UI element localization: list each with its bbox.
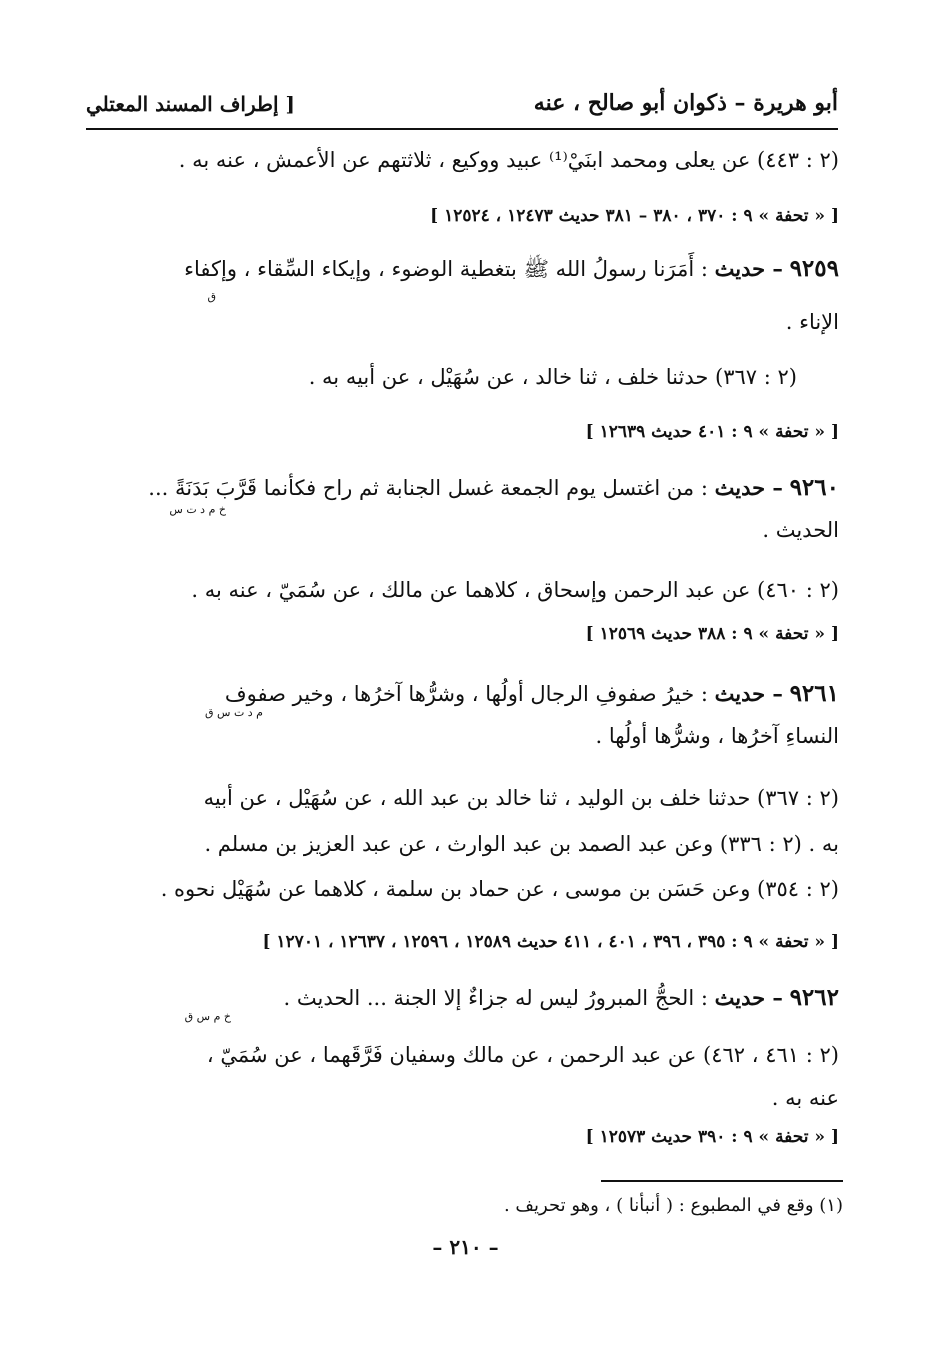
footnote-separator xyxy=(601,1180,843,1182)
footnote: (١) وقع في المطبوع : ( أنبأنا ) ، وهو تحريف . xyxy=(503,1195,843,1216)
hadith-keyword: – حديث xyxy=(714,681,783,706)
tuhfa-reference: [ « تحفة » ٩ : ٣٧٠ ، ٣٨٠ – ٣٨١ حديث ١٢٤٧٣ ، ١٢٥٢٤ ] xyxy=(430,206,839,226)
hadith-keyword: – حديث xyxy=(714,256,783,281)
hadith-text: : الحجُّ المبرورُ ليس له جزاءٌ إلا الجنة ... الحديث . xyxy=(283,986,708,1010)
chain-line: به . (٢ : ٣٣٦) وعن عبد الصمد بن عبد الوارث ، عن عبد العزيز بن مسلم . xyxy=(204,832,839,856)
chain-line: (٢ : ٤٤٣) عن يعلى ومحمد ابنَيْ⁽¹⁾ عبيد ووكيع ، ثلاثتهم عن الأعمش ، عنه به . xyxy=(178,148,839,172)
header-chapter-title: أبو هريرة – ذكوان أبو صالح ، عنه xyxy=(533,90,838,116)
chain-line: (٢ : ٣٥٤) وعن حَسَن بن موسى ، عن حماد بن سلمة ، كلاهما عن سُهَيْل نحوه . xyxy=(160,877,839,901)
page-number: – ٢١٠ – xyxy=(432,1235,499,1259)
tuhfa-reference: [ « تحفة » ٩ : ٤٠١ حديث ١٢٦٣٩ ] xyxy=(585,422,839,442)
running-header xyxy=(86,88,838,130)
hadith-text: : خيرُ صفوفِ الرجال أولُها ، وشرُّها آخرُها ، وخير صفوف xyxy=(224,682,708,706)
hadith-sigla: م د ت س ق xyxy=(204,706,263,719)
hadith-sigla: خ م د ت س xyxy=(169,503,226,516)
hadith-continuation: الحديث . xyxy=(762,518,839,542)
hadith-keyword: – حديث xyxy=(714,985,783,1010)
chain-line: (٢ : ٣٦٧) حدثنا خلف بن الوليد ، ثنا خالد بن عبد الله ، عن سُهَيْل ، عن أبيه xyxy=(203,786,839,810)
tuhfa-reference: [ « تحفة » ٩ : ٣٨٨ حديث ١٢٥٦٩ ] xyxy=(585,624,839,644)
hadith-text: : أَمَرَنا رسولُ الله ﷺ بتغطية الوضوء ، وإيكاء السِّقاء ، وإكفاء xyxy=(184,257,708,281)
hadith-continuation: النساءِ آخرُها ، وشرُّها أولُها . xyxy=(595,724,839,748)
hadith-number: ٩٢٦١ xyxy=(789,680,839,707)
hadith-text: : من اغتسل يوم الجمعة غسل الجنابة ثم راح فكأنما قَرَّبَ بَدَنَةً ... xyxy=(148,476,708,500)
tuhfa-reference: [ « تحفة » ٩ : ٣٩٠ حديث ١٢٥٧٣ ] xyxy=(585,1127,839,1147)
hadith-9260 xyxy=(148,474,839,502)
chain-line: (٢ : ٤٦٠) عن عبد الرحمن وإسحاق ، كلاهما عن مالك ، عن سُمَيّ ، عنه به . xyxy=(191,578,839,602)
hadith-sigla: خ م س ق xyxy=(184,1010,231,1023)
hadith-number: ٩٢٦٠ xyxy=(789,474,839,501)
hadith-sigla: ق xyxy=(207,290,216,303)
hadith-9262 xyxy=(284,984,839,1012)
chain-line: (٢ : ٣٦٧) حدثنا خلف ، ثنا خالد ، عن سُهَيْل ، عن أبيه به . xyxy=(308,365,797,389)
chain-line: عنه به . xyxy=(771,1086,839,1110)
hadith-number: ٩٢٦٢ xyxy=(789,984,839,1011)
header-book-title: [ إطراف المسند المعتلي xyxy=(86,92,295,116)
hadith-continuation: الإناء . xyxy=(785,310,839,334)
chain-line: (٢ : ٤٦١ ، ٤٦٢) عن عبد الرحمن ، عن مالك وسفيان فَرَّقَهما ، عن سُمَيّ ، xyxy=(206,1043,839,1067)
hadith-9259 xyxy=(184,255,839,283)
hadith-number: ٩٢٥٩ xyxy=(789,255,839,282)
hadith-9261 xyxy=(225,680,839,708)
tuhfa-reference: [ « تحفة » ٩ : ٣٩٥ ، ٣٩٦ ، ٤٠١ ، ٤١١ حديث ١٢٥٨٩ ، ١٢٥٩٦ ، ١٢٦٣٧ ، ١٢٧٠١ ] xyxy=(262,932,839,952)
hadith-keyword: – حديث xyxy=(714,475,783,500)
